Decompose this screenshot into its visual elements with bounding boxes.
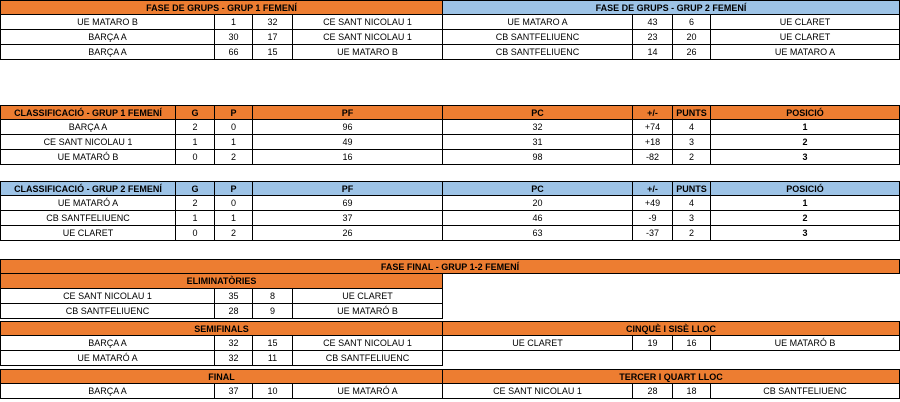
point-difference: -9 — [633, 211, 673, 226]
position: 3 — [711, 226, 900, 241]
group1-title: FASE DE GRUPS - GRUP 1 FEMENÍ — [0, 0, 443, 15]
away-team: UE MATARÓ B — [293, 304, 443, 319]
group2-title: FASE DE GRUPS - GRUP 2 FEMENÍ — [443, 0, 900, 15]
fifth-sixth-title: CINQUÈ I SISÈ LLOC — [443, 321, 900, 336]
group1-home-team: UE MATARO B — [0, 15, 215, 30]
standing-points: 4 — [673, 120, 711, 135]
standings2-col-p: P — [215, 181, 253, 196]
wins: 1 — [176, 211, 215, 226]
points-for: 26 — [253, 226, 443, 241]
standings1-col-position: POSICIÓ — [711, 105, 900, 120]
home-score: 32 — [215, 336, 253, 351]
third-fourth-title: TERCER I QUART LLOC — [443, 369, 900, 384]
fifth-sixth-away-score: 16 — [673, 336, 711, 351]
point-difference: +49 — [633, 196, 673, 211]
away-team: CE SANT NICOLAU 1 — [293, 336, 443, 351]
group1-home-team: BARÇA A — [0, 45, 215, 60]
group1-away-score: 32 — [253, 15, 293, 30]
group2-away-team: UE CLARET — [711, 15, 900, 30]
group2-away-score: 6 — [673, 15, 711, 30]
standing-points: 4 — [673, 196, 711, 211]
home-team: CE SANT NICOLAU 1 — [0, 289, 215, 304]
standings2-title: CLASSIFICACIÓ - GRUP 2 FEMENÍ — [0, 181, 176, 196]
group1-away-score: 17 — [253, 30, 293, 45]
group1-away-team: CE SANT NICOLAU 1 — [293, 30, 443, 45]
fifth-sixth-away-team: UE MATARÓ B — [711, 336, 900, 351]
standings2-col-points: PUNTS — [673, 181, 711, 196]
away-team: UE CLARET — [293, 289, 443, 304]
position: 2 — [711, 211, 900, 226]
group2-home-team: UE MATARO A — [443, 15, 633, 30]
losses: 2 — [215, 226, 253, 241]
group2-home-team: CB SANTFELIUENC — [443, 45, 633, 60]
away-score: 8 — [253, 289, 293, 304]
standings1-col-p: P — [215, 105, 253, 120]
home-score: 28 — [215, 304, 253, 319]
standing-points: 2 — [673, 226, 711, 241]
group2-away-score: 20 — [673, 30, 711, 45]
point-difference: -37 — [633, 226, 673, 241]
wins: 2 — [176, 196, 215, 211]
points-for: 69 — [253, 196, 443, 211]
losses: 2 — [215, 150, 253, 165]
point-difference: +18 — [633, 135, 673, 150]
points-against: 98 — [443, 150, 633, 165]
standings1-col-points: PUNTS — [673, 105, 711, 120]
group2-away-score: 26 — [673, 45, 711, 60]
standing-points: 2 — [673, 150, 711, 165]
position: 1 — [711, 196, 900, 211]
home-team: BARÇA A — [0, 336, 215, 351]
fifth-sixth-home-score: 19 — [633, 336, 673, 351]
home-team: CB SANTFELIUENC — [0, 304, 215, 319]
away-team: CB SANTFELIUENC — [293, 351, 443, 366]
final-home-team: BARÇA A — [0, 384, 215, 399]
home-team: UE MATARÓ A — [0, 351, 215, 366]
third-fourth-home-team: CE SANT NICOLAU 1 — [443, 384, 633, 399]
losses: 0 — [215, 120, 253, 135]
group2-away-team: UE MATARO A — [711, 45, 900, 60]
eliminatories-title: ELIMINATÒRIES — [0, 274, 443, 289]
group1-home-score: 1 — [215, 15, 253, 30]
third-fourth-away-team: CB SANTFELIUENC — [711, 384, 900, 399]
standings2-col-diff: +/- — [633, 181, 673, 196]
points-for: 49 — [253, 135, 443, 150]
standings1-col-pf: PF — [253, 105, 443, 120]
losses: 1 — [215, 135, 253, 150]
position: 2 — [711, 135, 900, 150]
group2-home-score: 43 — [633, 15, 673, 30]
team-name: UE MATARÓ B — [0, 150, 176, 165]
points-for: 16 — [253, 150, 443, 165]
wins: 1 — [176, 135, 215, 150]
third-fourth-away-score: 18 — [673, 384, 711, 399]
points-for: 96 — [253, 120, 443, 135]
team-name: UE CLARET — [0, 226, 176, 241]
wins: 0 — [176, 150, 215, 165]
standings1-col-diff: +/- — [633, 105, 673, 120]
final-home-score: 37 — [215, 384, 253, 399]
group2-away-team: UE CLARET — [711, 30, 900, 45]
standings1-title: CLASSIFICACIÓ - GRUP 1 FEMENÍ — [0, 105, 176, 120]
group2-home-team: CB SANTFELIUENC — [443, 30, 633, 45]
team-name: CB SANTFELIUENC — [0, 211, 176, 226]
point-difference: +74 — [633, 120, 673, 135]
fifth-sixth-home-team: UE CLARET — [443, 336, 633, 351]
group1-away-team: CE SANT NICOLAU 1 — [293, 15, 443, 30]
final-phase-title: FASE FINAL - GRUP 1-2 FEMENÍ — [0, 259, 900, 274]
wins: 0 — [176, 226, 215, 241]
group1-home-score: 66 — [215, 45, 253, 60]
points-against: 31 — [443, 135, 633, 150]
group1-away-team: UE MATARO B — [293, 45, 443, 60]
group1-away-score: 15 — [253, 45, 293, 60]
group1-home-team: BARÇA A — [0, 30, 215, 45]
final-away-team: UE MATARÓ A — [293, 384, 443, 399]
losses: 1 — [215, 211, 253, 226]
group2-home-score: 23 — [633, 30, 673, 45]
points-against: 63 — [443, 226, 633, 241]
home-score: 35 — [215, 289, 253, 304]
standings1-col-g: G — [176, 105, 215, 120]
standing-points: 3 — [673, 135, 711, 150]
home-score: 32 — [215, 351, 253, 366]
team-name: BARÇA A — [0, 120, 176, 135]
wins: 2 — [176, 120, 215, 135]
away-score: 15 — [253, 336, 293, 351]
group2-home-score: 14 — [633, 45, 673, 60]
standings2-col-position: POSICIÓ — [711, 181, 900, 196]
points-against: 20 — [443, 196, 633, 211]
final-title: FINAL — [0, 369, 443, 384]
final-away-score: 10 — [253, 384, 293, 399]
points-for: 37 — [253, 211, 443, 226]
position: 1 — [711, 120, 900, 135]
standings2-col-pf: PF — [253, 181, 443, 196]
team-name: CE SANT NICOLAU 1 — [0, 135, 176, 150]
away-score: 11 — [253, 351, 293, 366]
third-fourth-home-score: 28 — [633, 384, 673, 399]
semifinals-title: SEMIFINALS — [0, 321, 443, 336]
away-score: 9 — [253, 304, 293, 319]
group1-home-score: 30 — [215, 30, 253, 45]
points-against: 32 — [443, 120, 633, 135]
position: 3 — [711, 150, 900, 165]
team-name: UE MATARÓ A — [0, 196, 176, 211]
points-against: 46 — [443, 211, 633, 226]
losses: 0 — [215, 196, 253, 211]
point-difference: -82 — [633, 150, 673, 165]
standings2-col-g: G — [176, 181, 215, 196]
standing-points: 3 — [673, 211, 711, 226]
standings2-col-pc: PC — [443, 181, 633, 196]
standings1-col-pc: PC — [443, 105, 633, 120]
